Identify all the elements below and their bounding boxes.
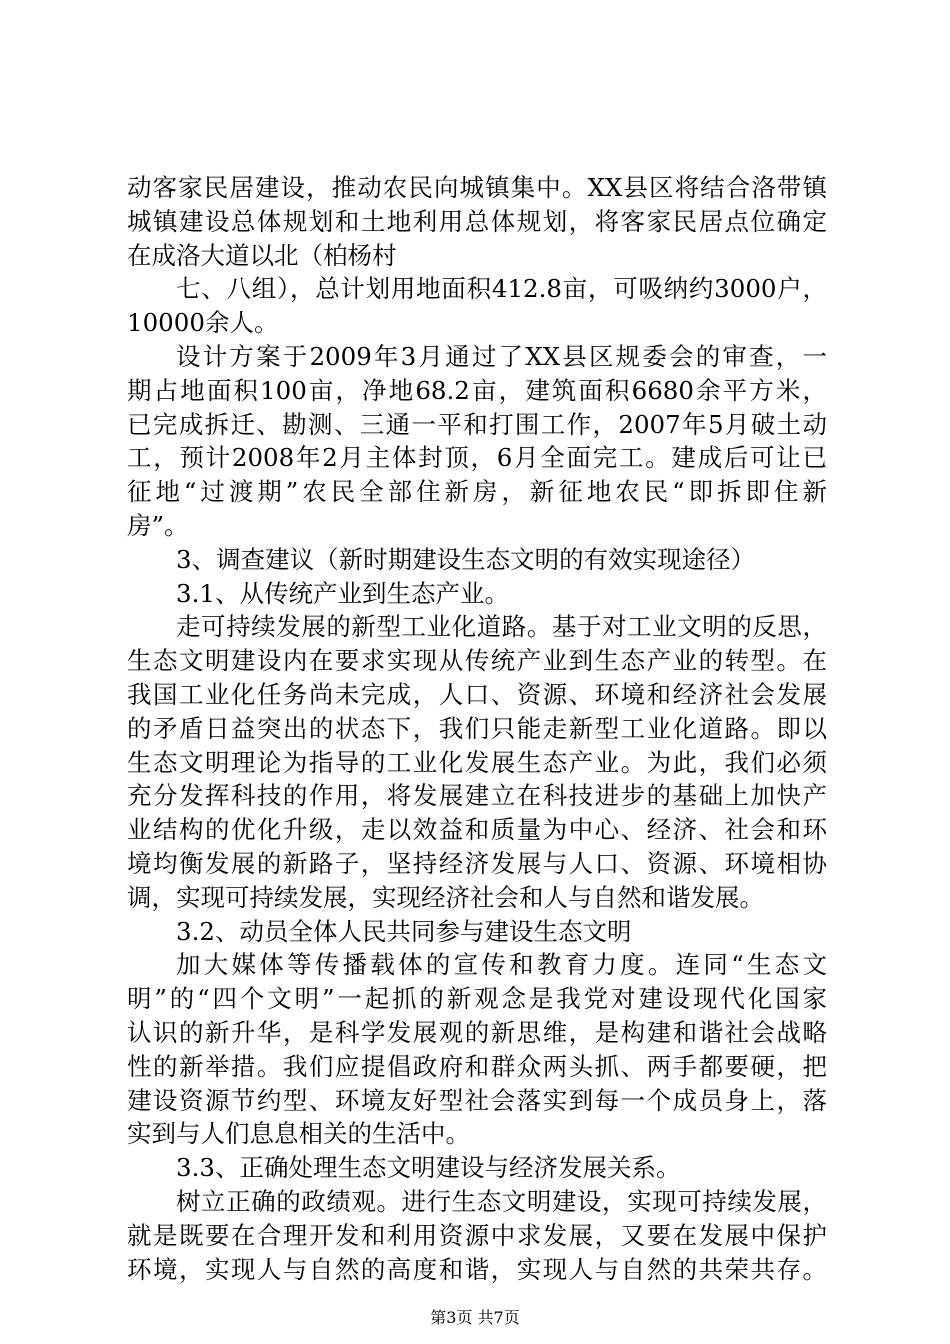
text-line: 设计方案于2009年3月通过了XX县区规委会的审查，一 [176,341,827,371]
text-line: 在成洛大道以北（柏杨村 [127,240,397,270]
text-line: 房”。 [127,510,189,540]
document-body [127,171,827,1286]
text-line: 七、八组），总计划用地面积412.8亩，可吸纳约3000户， [176,274,827,304]
text-line: 3、调查建议（新时期建设生态文明的有效实现途径） [176,544,756,574]
text-line: 已完成拆迁、勘测、三通一平和打围工作，2007年5月破土动 [127,409,827,439]
text-line: 充分发挥科技的作用，将发展建立在科技进步的基础上加快产 [127,781,827,811]
text-line: 实到与人们息息相关的生活中。 [127,1119,470,1149]
text-line: 10000余人。 [127,308,279,338]
text-line: 业结构的优化升级，走以效益和质量为中心、经济、社会和环 [127,815,827,845]
text-line: 就是既要在合理开发和利用资源中求发展，又要在发展中保护 [127,1220,827,1250]
text-line: 的矛盾日益突出的状态下，我们只能走新型工业化道路。即以 [127,713,827,743]
text-line: 建设资源节约型、环境友好型社会落实到每一个成员身上，落 [127,1085,827,1115]
text-line: 征地“过渡期”农民全部住新房，新征地农民“即拆即住新 [127,477,827,507]
text-line: 境均衡发展的新路子，坚持经济发展与人口、资源、环境相协 [127,848,827,878]
text-line: 走可持续发展的新型工业化道路。基于对工业文明的反思， [176,612,827,642]
text-line: 城镇建设总体规划和土地利用总体规划，将客家民居点位确定 [127,206,827,236]
text-line: 调，实现可持续发展，实现经济社会和人与自然和谐发展。 [127,882,764,912]
text-line: 我国工业化任务尚未完成，人口、资源、环境和经济社会发展 [127,679,827,709]
text-line: 3.2、动员全体人民共同参与建设生态文明 [176,916,632,946]
text-line: 工，预计2008年2月主体封顶，6月全面完工。建成后可让已 [127,443,827,473]
text-line: 树立正确的政绩观。进行生态文明建设，实现可持续发展， [176,1186,827,1216]
text-line: 明”的“四个文明”一起抓的新观念是我党对建设现代化国家 [127,984,827,1014]
text-line: 3.1、从传统产业到生态产业。 [176,578,509,608]
text-line: 认识的新升华，是科学发展观的新思维，是构建和谐社会战略 [127,1017,827,1047]
text-line: 生态文明理论为指导的工业化发展生态产业。为此，我们必须 [127,747,827,777]
text-line: 3.3、正确处理生态文明建设与经济发展关系。 [176,1153,681,1183]
text-line: 动客家民居建设，推动农民向城镇集中。XX县区将结合洛带镇 [127,173,827,202]
text-line: 环境，实现人与自然的高度和谐，实现人与自然的共荣共存。 [127,1254,827,1284]
text-line: 性的新举措。我们应提倡政府和群众两头抓、两手都要硬，把 [127,1051,827,1081]
page-footer: 第3页 共7页 [430,1308,520,1327]
text-line: 期占地面积100亩，净地68.2亩，建筑面积6680余平方米， [127,375,827,405]
text-line: 加大媒体等传播载体的宣传和教育力度。连同“生态文 [176,950,827,980]
text-line: 生态文明建设内在要求实现从传统产业到生态产业的转型。在 [127,646,827,676]
